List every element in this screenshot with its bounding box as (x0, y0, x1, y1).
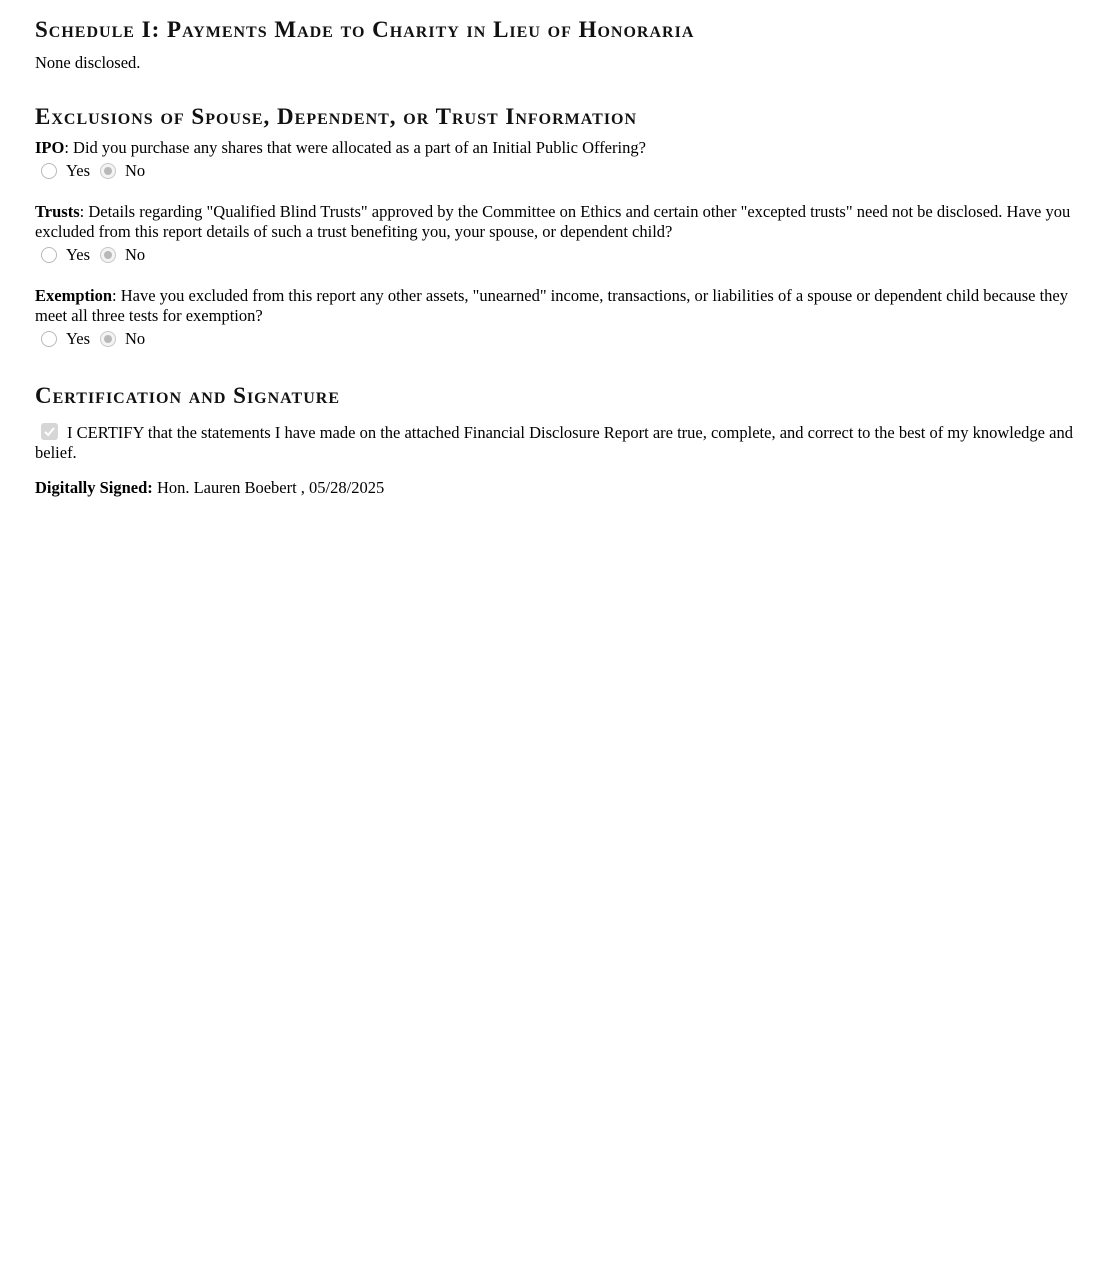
ipo-radio-group (41, 160, 1073, 182)
exemption-yes-label: Yes (66, 329, 91, 348)
checkmark-icon (43, 425, 56, 438)
trusts-no-option[interactable] (100, 245, 145, 265)
ipo-question-label: IPO (35, 138, 65, 157)
trusts-no-radio[interactable] (100, 247, 116, 263)
ipo-no-option[interactable] (100, 161, 145, 181)
exemption-question-label: Exemption (35, 286, 113, 305)
ipo-question (35, 138, 1073, 182)
certification-statement: I CERTIFY that the statements I have made on the attached Financial Disclosure Report are true, complete, and correct to the best of my knowledge and belief. (35, 423, 1073, 462)
certify-checkbox[interactable] (41, 423, 58, 440)
exemption-no-radio[interactable] (100, 331, 116, 347)
digital-signature (35, 478, 1073, 498)
exemption-no-option[interactable] (100, 329, 145, 349)
disclosure-page (0, 0, 1108, 498)
trusts-yes-radio[interactable] (41, 247, 57, 263)
trusts-radio-group (41, 244, 1073, 266)
trusts-question-label: Trusts (35, 202, 80, 221)
ipo-question-body: : Did you purchase any shares that were allocated as a part of an Initial Public Offering? (64, 138, 646, 157)
exemption-question-body: : Have you excluded from this report any other assets, "unearned" income, transactions, or liabilities of a spouse or dependent child because they meet all three tests for exemption? (35, 286, 1068, 325)
exclusions-heading: Exclusions of Spouse, Dependent, or Trust Information (35, 104, 638, 129)
ipo-no-label: No (125, 161, 146, 180)
ipo-yes-label: Yes (66, 161, 91, 180)
exemption-no-label: No (125, 329, 146, 348)
exemption-yes-option[interactable] (41, 329, 90, 349)
trusts-question-text (35, 202, 1073, 242)
schedule-i-body: None disclosed. (35, 53, 141, 72)
ipo-yes-option[interactable] (41, 161, 90, 181)
ipo-yes-radio[interactable] (41, 163, 57, 179)
schedule-i-heading: Schedule I: Payments Made to Charity in Lieu of Honoraria (35, 17, 695, 42)
trusts-yes-option[interactable] (41, 245, 90, 265)
exemption-question-text (35, 286, 1073, 326)
ipo-no-radio[interactable] (100, 163, 116, 179)
digital-signature-value: Hon. Lauren Boebert , 05/28/2025 (156, 478, 385, 497)
trusts-question (35, 202, 1073, 266)
trusts-yes-label: Yes (66, 245, 91, 264)
certification-statement-row (35, 423, 1073, 463)
trusts-no-label: No (125, 245, 146, 264)
exemption-radio-group (41, 328, 1073, 350)
exemption-yes-radio[interactable] (41, 331, 57, 347)
certification-heading: Certification and Signature (35, 383, 340, 408)
trusts-question-body: : Details regarding "Qualified Blind Trusts" approved by the Committee on Ethics and certain other "excepted trusts" need not be disclosed. Have you excluded from this report details of such a trust benefiting you, your spouse, or dependent child? (35, 202, 1071, 241)
ipo-question-text (35, 138, 1073, 158)
digital-signature-label: Digitally Signed: (35, 478, 153, 497)
exemption-question (35, 286, 1073, 350)
